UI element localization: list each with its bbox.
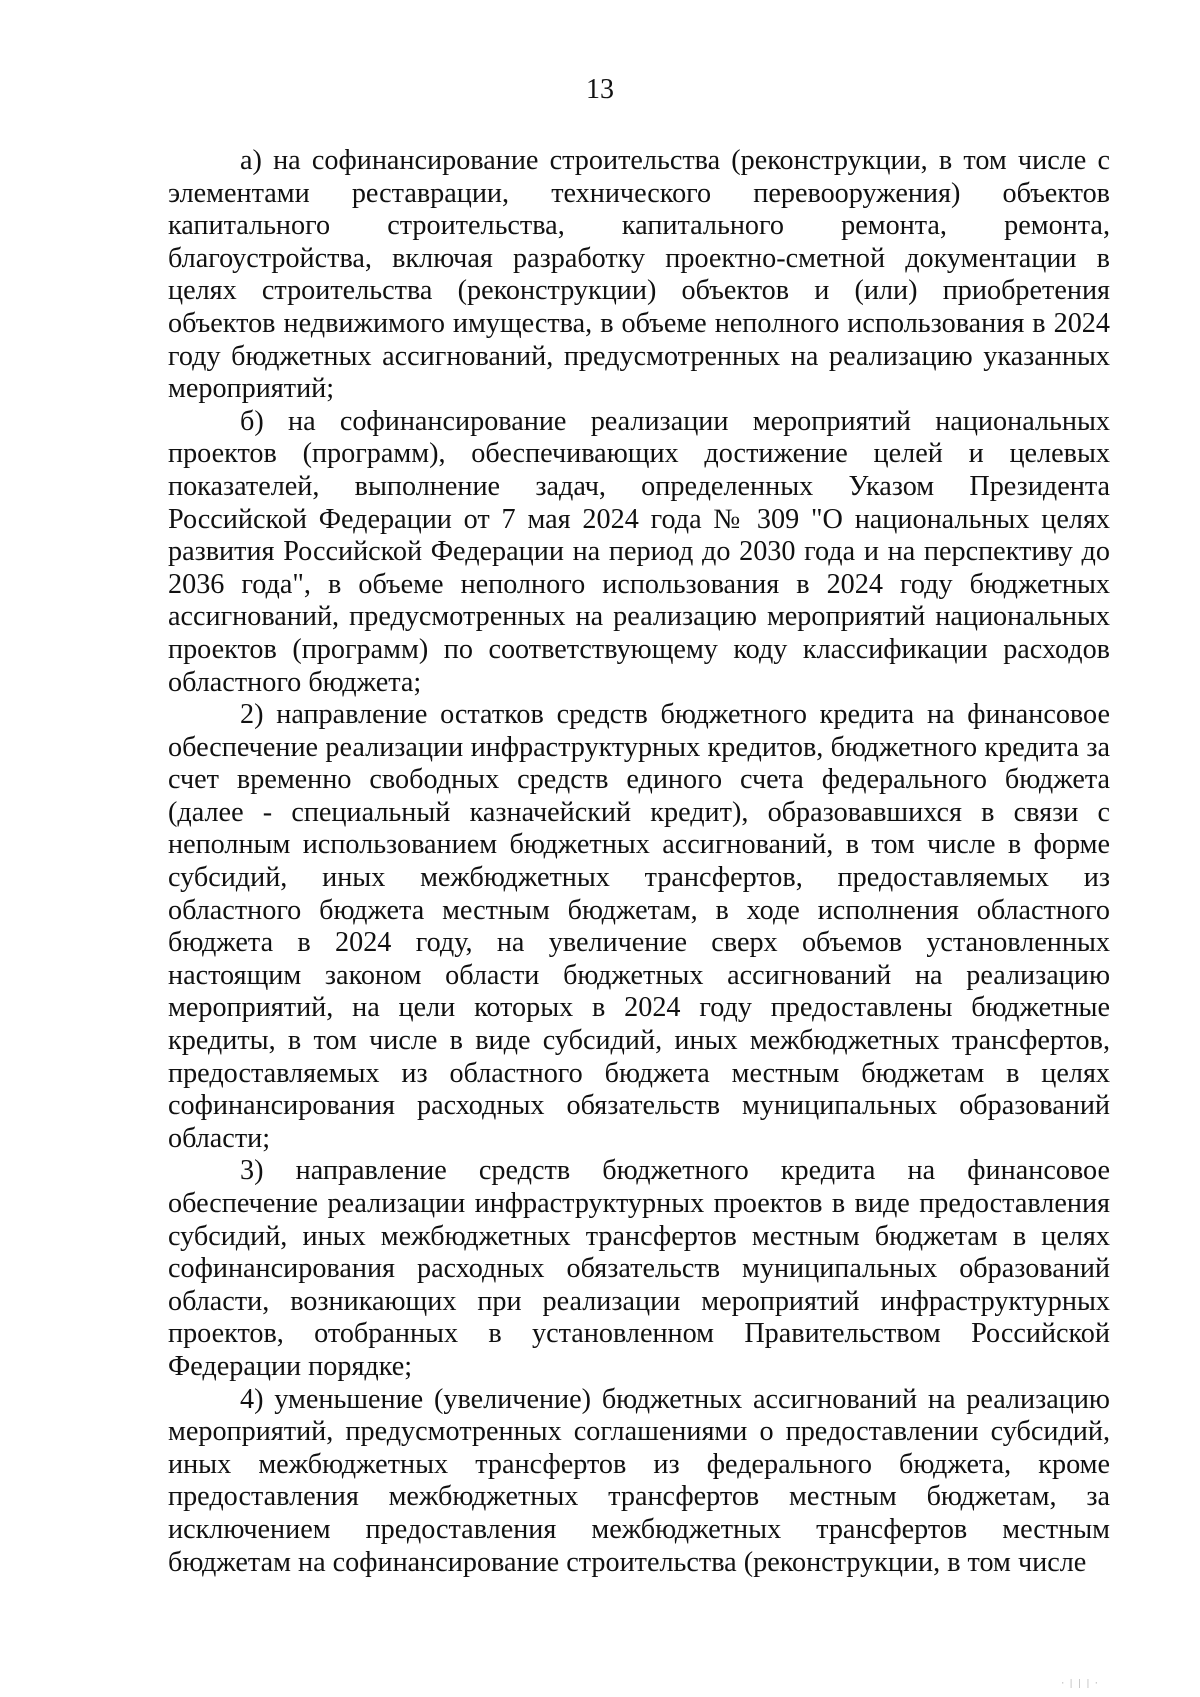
paragraph-item-a: а) на софинансирование строительства (реконструкции, в том числе с элементами реставрации, технического перевооружения) объектов капитального строительства, капитального ремонта, ремонта, благоустройства, включая разработку проектно-сметной документации в целях строительства (реконструкции) объектов и (или) приобретения объектов недвижимого имущества, в объеме неполного использования в 2024 году бюджетных ассигнований, предусмотренных на реализацию указанных мероприятий; — [168, 145, 1110, 405]
paragraph-item-4: 4) уменьшение (увеличение) бюджетных ассигнований на реализацию мероприятий, предусмотренных соглашениями о предоставлении субсидий, иных межбюджетных трансфертов из федерального бюджета, кроме предоставления межбюджетных трансфертов местным бюджетам, за исключением предоставления межбюджетных трансфертов местным бюджетам на софинансирование строительства (реконструкции, в том числе — [168, 1383, 1110, 1578]
page-number: 13 — [586, 74, 614, 105]
paragraph-item-b: б) на софинансирование реализации мероприятий национальных проектов (программ), обеспечивающих достижение целей и целевых показателей, выполнение задач, определенных Указом Президента Российской Федерации от 7 мая 2024 года № 309 "О национальных целях развития Российской Федерации на период до 2030 года и на перспективу до 2036 года", в объеме неполного использования в 2024 году бюджетных ассигнований, предусмотренных на реализацию мероприятий национальных проектов (программ) по соответствующему коду классификации расходов областного бюджета; — [168, 405, 1110, 698]
paragraph-item-2: 2) направление остатков средств бюджетного кредита на финансовое обеспечение реализации инфраструктурных кредитов, бюджетного кредита за счет временно свободных средств единого счета федерального бюджета (далее - специальный казначейский кредит), образовавшихся в связи с неполным использованием бюджетных ассигнований, в том числе в форме субсидий, иных межбюджетных трансфертов, предоставляемых из областного бюджета местным бюджетам, в ходе исполнения областного бюджета в 2024 году, на увеличение сверх объемов установленных настоящим законом области бюджетных ассигнований на реализацию мероприятий, на цели которых в 2024 году предоставлены бюджетные кредиты, в том числе в виде субсидий, иных межбюджетных трансфертов, предоставляемых из областного бюджета местным бюджетам в целях софинансирования расходных обязательств муниципальных образований области; — [168, 699, 1110, 1154]
scan-artifact: ·|||· — [1060, 1679, 1103, 1689]
document-body — [168, 145, 1110, 1579]
paragraph-item-3: 3) направление средств бюджетного кредита на финансовое обеспечение реализации инфраструктурных проектов в виде предоставления субсидий, иных межбюджетных трансфертов местным бюджетам в целях софинансирования расходных обязательств муниципальных образований области, возникающих при реализации мероприятий инфраструктурных проектов, отобранных в установленном Правительством Российской Федерации порядке; — [168, 1155, 1110, 1382]
